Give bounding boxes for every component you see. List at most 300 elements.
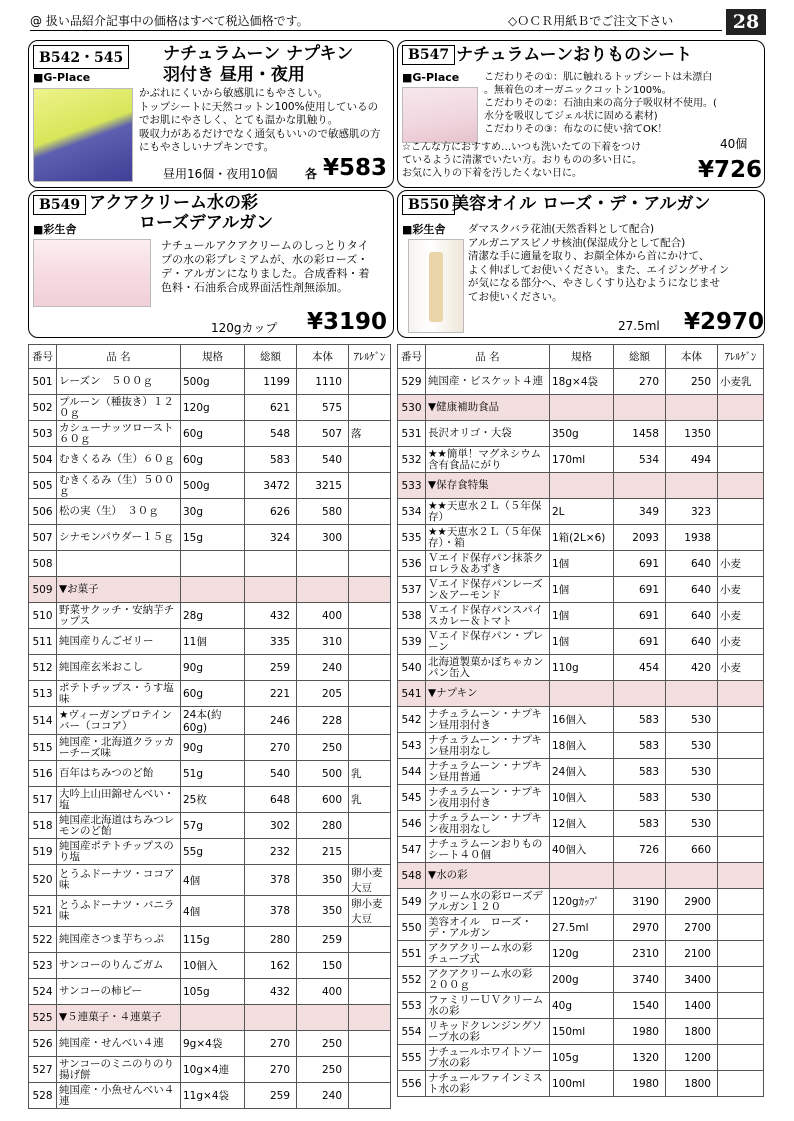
item-base-price: 2100 xyxy=(666,941,718,967)
item-total: 378 xyxy=(245,865,297,896)
item-total: 2310 xyxy=(614,941,666,967)
item-name: ★★天恵水２Ｌ（５年保存） xyxy=(426,499,550,525)
item-name: ナチュラムーン・ナプキン昼用羽なし xyxy=(426,733,550,759)
item-total: 246 xyxy=(245,707,297,735)
item-base-price: 259 xyxy=(297,927,349,953)
item-spec: 1個 xyxy=(550,551,614,577)
item-spec: 150ml xyxy=(550,1019,614,1045)
item-allergen xyxy=(349,1031,391,1057)
item-allergen xyxy=(349,953,391,979)
item-spec: 55g xyxy=(181,839,245,865)
item-name: 純国産さつま芋ちっぷ xyxy=(57,927,181,953)
item-base-price: 240 xyxy=(297,655,349,681)
product-card-b549 xyxy=(28,190,394,338)
item-number: 550 xyxy=(398,915,426,941)
table-row xyxy=(29,979,391,1005)
item-total: 324 xyxy=(245,525,297,551)
item-allergen xyxy=(718,707,764,733)
item-allergen: 乳 xyxy=(349,787,391,813)
product-description: かぶれにくいから敏感肌にもやさしい。 トップシートに天然コットン100%使用しているの でお肌にやさしく、とても温かな肌触り。 吸収力があるだけでなく通気もいいので敏感肌の方 にもやさしいナプキンです。 xyxy=(139,87,381,153)
item-spec: 27.5ml xyxy=(550,915,614,941)
item-base-price xyxy=(666,681,718,707)
item-name: ナチュラムーンおりものシート４０個 xyxy=(426,837,550,863)
item-number: 547 xyxy=(398,837,426,863)
table-row xyxy=(398,369,764,395)
item-name: ポテトチップス・うす塩味 xyxy=(57,681,181,707)
table-row xyxy=(29,655,391,681)
item-base-price: 250 xyxy=(297,1031,349,1057)
item-total: 378 xyxy=(245,896,297,927)
table-row xyxy=(29,551,391,577)
item-base-price: 215 xyxy=(297,839,349,865)
item-total: 280 xyxy=(245,927,297,953)
col-header-name: 品 名 xyxy=(57,345,181,369)
item-name: ▼水の彩 xyxy=(426,863,550,889)
item-number: 529 xyxy=(398,369,426,395)
item-base-price: 420 xyxy=(666,655,718,681)
product-code: B549 xyxy=(33,195,86,215)
table-row xyxy=(29,603,391,629)
item-spec: 105g xyxy=(550,1045,614,1071)
item-number: 531 xyxy=(398,421,426,447)
item-total: 1980 xyxy=(614,1019,666,1045)
item-total: 232 xyxy=(245,839,297,865)
item-base-price: 600 xyxy=(297,787,349,813)
item-name: ファミリーＵＶクリーム水の彩 xyxy=(426,993,550,1019)
section-row xyxy=(398,681,764,707)
table-row xyxy=(398,603,764,629)
item-name: サンコーのりんごガム xyxy=(57,953,181,979)
item-total: 626 xyxy=(245,499,297,525)
table-row xyxy=(29,369,391,395)
item-spec xyxy=(550,395,614,421)
item-base-price: 640 xyxy=(666,629,718,655)
item-spec: 16個入 xyxy=(550,707,614,733)
item-name: ▼健康補助食品 xyxy=(426,395,550,421)
item-allergen xyxy=(349,735,391,761)
item-total xyxy=(245,1005,297,1031)
product-price: ¥2970 xyxy=(684,309,765,335)
item-spec: 10個入 xyxy=(181,953,245,979)
item-allergen: 小麦 xyxy=(718,629,764,655)
col-header-base: 本体 xyxy=(297,345,349,369)
product-code: B547 xyxy=(402,45,455,65)
item-name: とうふドーナツ・バニラ味 xyxy=(57,896,181,927)
item-base-price xyxy=(666,863,718,889)
item-total: 583 xyxy=(614,811,666,837)
item-allergen xyxy=(718,733,764,759)
item-name: 松の実（生） ３０ｇ xyxy=(57,499,181,525)
item-base-price: 3400 xyxy=(666,967,718,993)
product-description: ダマスクバラ花油(天然香料として配合) アルガニアスピノサ核油(保湿成分として配合) 清潔な手に適量を取り、お顔全体から首にかけて、 よく伸ばしてお使いください。また、エイジングサイン が気になる部分へ、やさしくすり込むようになじませ てお使いください。 xyxy=(468,223,730,303)
item-spec: 90g xyxy=(181,655,245,681)
item-base-price: 350 xyxy=(297,865,349,896)
item-number: 541 xyxy=(398,681,426,707)
item-base-price: 150 xyxy=(297,953,349,979)
item-total: 583 xyxy=(614,707,666,733)
table-row xyxy=(29,525,391,551)
item-number: 554 xyxy=(398,1019,426,1045)
item-spec: 120gｶｯﾌﾟ xyxy=(550,889,614,915)
item-name xyxy=(57,551,181,577)
table-row xyxy=(29,473,391,499)
product-count: 40個 xyxy=(720,137,748,151)
item-spec: 500g xyxy=(181,473,245,499)
item-name: クリーム水の彩ローズデアルガン１２０ xyxy=(426,889,550,915)
table-row xyxy=(29,735,391,761)
item-allergen xyxy=(718,915,764,941)
item-total: 259 xyxy=(245,1083,297,1109)
brand: ■G-Place xyxy=(402,71,460,84)
item-name: 純国産・ビスケット４連 xyxy=(426,369,550,395)
item-total: 2093 xyxy=(614,525,666,551)
product-price: ¥3190 xyxy=(307,309,388,335)
item-spec: 18個入 xyxy=(550,733,614,759)
item-number: 506 xyxy=(29,499,57,525)
item-total: 1980 xyxy=(614,1071,666,1097)
item-name: 野菜サクッチ・安納芋チップス xyxy=(57,603,181,629)
table-row xyxy=(29,927,391,953)
item-total: 583 xyxy=(245,447,297,473)
table-row xyxy=(29,707,391,735)
item-number: 524 xyxy=(29,979,57,1005)
item-spec: 4個 xyxy=(181,896,245,927)
item-number: 519 xyxy=(29,839,57,865)
item-number: 503 xyxy=(29,421,57,447)
table-row xyxy=(29,896,391,927)
item-number: 530 xyxy=(398,395,426,421)
item-base-price: 530 xyxy=(666,785,718,811)
item-name: アクアクリーム水の彩 ２００ｇ xyxy=(426,967,550,993)
item-name: アクアクリーム水の彩 チューブ式 xyxy=(426,941,550,967)
table-row xyxy=(398,1071,764,1097)
product-title: 美容オイル ローズ・デ・アルガン xyxy=(452,194,711,214)
item-base-price xyxy=(297,577,349,603)
item-spec: 11個 xyxy=(181,629,245,655)
item-base-price: 228 xyxy=(297,707,349,735)
table-row xyxy=(398,525,764,551)
item-name: サンコーの柿ピー xyxy=(57,979,181,1005)
item-name: 北海道製菓かぼちゃカンパン缶入 xyxy=(426,655,550,681)
item-number: 510 xyxy=(29,603,57,629)
item-allergen xyxy=(349,473,391,499)
item-total xyxy=(614,395,666,421)
item-allergen xyxy=(718,785,764,811)
item-base-price: 530 xyxy=(666,759,718,785)
col-header-total: 総額 xyxy=(614,345,666,369)
item-allergen: 小麦 xyxy=(718,655,764,681)
item-base-price xyxy=(297,551,349,577)
item-base-price: 1110 xyxy=(297,369,349,395)
col-header-allergen: ｱﾚﾙｹﾞﾝ xyxy=(349,345,391,369)
item-spec: 200g xyxy=(550,967,614,993)
item-number: 505 xyxy=(29,473,57,499)
item-allergen: 小麦 xyxy=(718,551,764,577)
item-base-price xyxy=(666,473,718,499)
item-spec: 15g xyxy=(181,525,245,551)
section-row xyxy=(29,1005,391,1031)
item-number: 556 xyxy=(398,1071,426,1097)
item-spec: 120g xyxy=(550,941,614,967)
col-header-base: 本体 xyxy=(666,345,718,369)
item-allergen: 落 xyxy=(349,421,391,447)
item-name: リキッドクレンジングソープ水の彩 xyxy=(426,1019,550,1045)
item-name: 純国産・北海道クラッカーチーズ味 xyxy=(57,735,181,761)
item-number: 514 xyxy=(29,707,57,735)
bottle-icon xyxy=(429,252,443,322)
item-number: 525 xyxy=(29,1005,57,1031)
product-card-b550 xyxy=(397,190,765,338)
item-spec: 1個 xyxy=(550,629,614,655)
item-spec: 10g×4連 xyxy=(181,1057,245,1083)
item-total: 540 xyxy=(245,761,297,787)
item-spec: 105g xyxy=(181,979,245,1005)
item-allergen xyxy=(718,499,764,525)
item-name: むきくるみ（生）６０ｇ xyxy=(57,447,181,473)
item-total: 349 xyxy=(614,499,666,525)
item-number: 538 xyxy=(398,603,426,629)
item-allergen xyxy=(718,421,764,447)
item-number: 532 xyxy=(398,447,426,473)
item-number: 551 xyxy=(398,941,426,967)
item-total: 691 xyxy=(614,603,666,629)
ocr-note: ◇ＯＣＲ用紙Ｂでご注文下さい xyxy=(508,14,674,28)
item-allergen: 卵小麦大豆 xyxy=(349,896,391,927)
item-allergen xyxy=(718,473,764,499)
item-allergen xyxy=(349,1083,391,1109)
item-name: ★★天恵水２Ｌ（５年保存）・箱 xyxy=(426,525,550,551)
col-header-allergen: ｱﾚﾙｹﾞﾝ xyxy=(718,345,764,369)
item-allergen xyxy=(349,979,391,1005)
item-number: 520 xyxy=(29,865,57,896)
col-header-number: 番号 xyxy=(29,345,57,369)
item-spec: 1個 xyxy=(550,603,614,629)
product-price: ¥726 xyxy=(698,157,763,183)
table-row xyxy=(398,655,764,681)
item-spec xyxy=(181,551,245,577)
item-spec: 57g xyxy=(181,813,245,839)
item-total xyxy=(614,863,666,889)
table-row xyxy=(29,787,391,813)
item-base-price: 507 xyxy=(297,421,349,447)
item-number: 548 xyxy=(398,863,426,889)
item-name: プルーン（種抜き）１２０ｇ xyxy=(57,395,181,421)
table-row xyxy=(29,395,391,421)
item-spec: 24個入 xyxy=(550,759,614,785)
item-name: ▼ナプキン xyxy=(426,681,550,707)
item-number: 545 xyxy=(398,785,426,811)
item-number: 522 xyxy=(29,927,57,953)
item-allergen xyxy=(349,629,391,655)
item-number: 534 xyxy=(398,499,426,525)
table-row xyxy=(29,499,391,525)
item-base-price: 580 xyxy=(297,499,349,525)
table-row xyxy=(29,761,391,787)
table-row xyxy=(398,915,764,941)
item-name: 純国産りんごゼリー xyxy=(57,629,181,655)
item-base-price: 350 xyxy=(297,896,349,927)
item-base-price: 250 xyxy=(666,369,718,395)
item-allergen: 小麦 xyxy=(718,603,764,629)
item-base-price: 494 xyxy=(666,447,718,473)
item-number: 512 xyxy=(29,655,57,681)
item-total: 691 xyxy=(614,629,666,655)
item-spec: 350g xyxy=(550,421,614,447)
product-title-line1: アクアクリーム水の彩 xyxy=(89,193,258,213)
item-allergen xyxy=(718,1019,764,1045)
item-name: ▼保存食特集 xyxy=(426,473,550,499)
item-spec: 115g xyxy=(181,927,245,953)
item-spec: 60g xyxy=(181,681,245,707)
table-row xyxy=(398,967,764,993)
item-base-price: 500 xyxy=(297,761,349,787)
item-spec: 60g xyxy=(181,447,245,473)
item-base-price: 2700 xyxy=(666,915,718,941)
item-allergen xyxy=(718,759,764,785)
section-row xyxy=(398,473,764,499)
item-number: 509 xyxy=(29,577,57,603)
item-base-price: 530 xyxy=(666,707,718,733)
col-header-number: 番号 xyxy=(398,345,426,369)
item-name: シナモンパウダー１５ｇ xyxy=(57,525,181,551)
item-number: 533 xyxy=(398,473,426,499)
col-header-spec: 規格 xyxy=(550,345,614,369)
item-base-price: 3215 xyxy=(297,473,349,499)
item-allergen xyxy=(718,811,764,837)
item-total: 454 xyxy=(614,655,666,681)
product-spec: 昼用16個・夜用10個 xyxy=(163,167,278,181)
item-name: ナチュールファインミスト水の彩 xyxy=(426,1071,550,1097)
item-name: ナチュラムーン・ナプキン夜用羽なし xyxy=(426,811,550,837)
item-total: 302 xyxy=(245,813,297,839)
item-base-price: 240 xyxy=(297,1083,349,1109)
table-row xyxy=(29,681,391,707)
item-spec: 24本(約60g) xyxy=(181,707,245,735)
item-number: 539 xyxy=(398,629,426,655)
product-image xyxy=(408,239,464,333)
item-base-price: 280 xyxy=(297,813,349,839)
item-name: Ｖエイド保存パン・プレーン xyxy=(426,629,550,655)
table-row xyxy=(398,421,764,447)
product-card-b547 xyxy=(397,40,765,188)
header-rule xyxy=(30,30,722,31)
item-name: Ｖエイド保存パン抹茶クロレラ＆あずき xyxy=(426,551,550,577)
item-name: 百年はちみつのど飴 xyxy=(57,761,181,787)
table-row xyxy=(29,1083,391,1109)
item-total xyxy=(245,577,297,603)
item-base-price: 1400 xyxy=(666,993,718,1019)
item-base-price: 250 xyxy=(297,1057,349,1083)
item-spec: 500g xyxy=(181,369,245,395)
table-row xyxy=(398,837,764,863)
table-row xyxy=(29,1031,391,1057)
item-number: 526 xyxy=(29,1031,57,1057)
item-spec: 9g×4袋 xyxy=(181,1031,245,1057)
product-description: ナチュールアクアクリームのしっとりタイ プの水の彩プレミアムが、水の彩ローズ・ デ・アルガンになりました。合成香料・着 色料・石油系合成界面活性剤無添加。 xyxy=(161,239,370,294)
item-base-price: 1200 xyxy=(666,1045,718,1071)
item-spec xyxy=(550,681,614,707)
item-spec: 28g xyxy=(181,603,245,629)
item-total: 221 xyxy=(245,681,297,707)
item-total xyxy=(614,473,666,499)
item-total: 432 xyxy=(245,979,297,1005)
item-name: ★ヴィーガンプロテインバー（ココア） xyxy=(57,707,181,735)
table-row xyxy=(29,953,391,979)
item-number: 544 xyxy=(398,759,426,785)
table-row xyxy=(398,1019,764,1045)
item-base-price: 1350 xyxy=(666,421,718,447)
item-name: 純国産・せんべい４連 xyxy=(57,1031,181,1057)
item-total: 432 xyxy=(245,603,297,629)
item-number: 521 xyxy=(29,896,57,927)
item-total xyxy=(614,681,666,707)
product-description: こだわりその①：肌に触れるトップシートは未漂白 。無着色のオーガニックコットン100%。 こだわりその②：石油由来の高分子吸収材不使用。( 水分を吸収してジェル状に固める素材) こだわりその③：布なのに使い捨てOK！ xyxy=(484,72,717,135)
product-code: B542・545 xyxy=(33,45,129,69)
item-number: 543 xyxy=(398,733,426,759)
item-total: 335 xyxy=(245,629,297,655)
item-total: 259 xyxy=(245,655,297,681)
item-total: 1199 xyxy=(245,369,297,395)
item-number: 523 xyxy=(29,953,57,979)
table-row xyxy=(398,733,764,759)
product-image xyxy=(33,88,133,182)
section-row xyxy=(398,395,764,421)
product-spec: 27.5ml xyxy=(618,319,660,333)
order-table-left xyxy=(28,344,391,1109)
item-number: 553 xyxy=(398,993,426,1019)
item-allergen: 小麦乳 xyxy=(718,369,764,395)
item-number: 513 xyxy=(29,681,57,707)
item-total: 583 xyxy=(614,759,666,785)
item-allergen xyxy=(349,499,391,525)
item-number: 507 xyxy=(29,525,57,551)
item-allergen xyxy=(718,863,764,889)
item-total: 3740 xyxy=(614,967,666,993)
item-name: レーズン ５００ｇ xyxy=(57,369,181,395)
product-title-line1: ナチュラムーン ナプキン xyxy=(163,44,354,64)
col-header-spec: 規格 xyxy=(181,345,245,369)
item-number: 508 xyxy=(29,551,57,577)
item-number: 542 xyxy=(398,707,426,733)
item-spec: 90g xyxy=(181,735,245,761)
item-name: 純国産・小魚せんべい４連 xyxy=(57,1083,181,1109)
item-number: 536 xyxy=(398,551,426,577)
item-base-price: 575 xyxy=(297,395,349,421)
item-name: 純国産北海道はちみつレモンのど飴 xyxy=(57,813,181,839)
item-allergen xyxy=(349,525,391,551)
item-spec: 1箱(2L×6) xyxy=(550,525,614,551)
item-spec: 51g xyxy=(181,761,245,787)
item-base-price: 205 xyxy=(297,681,349,707)
item-name: サンコーのミニのりのり揚げ餅 xyxy=(57,1057,181,1083)
table-row xyxy=(29,813,391,839)
item-name: 長沢オリゴ・大袋 xyxy=(426,421,550,447)
item-total: 621 xyxy=(245,395,297,421)
item-allergen xyxy=(349,551,391,577)
item-name: とうふドーナツ・ココア味 xyxy=(57,865,181,896)
item-spec: 2L xyxy=(550,499,614,525)
item-total: 1320 xyxy=(614,1045,666,1071)
table-row xyxy=(29,629,391,655)
table-row xyxy=(398,759,764,785)
item-base-price: 640 xyxy=(666,551,718,577)
item-base-price: 400 xyxy=(297,979,349,1005)
table-row xyxy=(398,707,764,733)
item-base-price: 640 xyxy=(666,577,718,603)
item-allergen xyxy=(349,681,391,707)
item-base-price: 250 xyxy=(297,735,349,761)
item-number: 504 xyxy=(29,447,57,473)
